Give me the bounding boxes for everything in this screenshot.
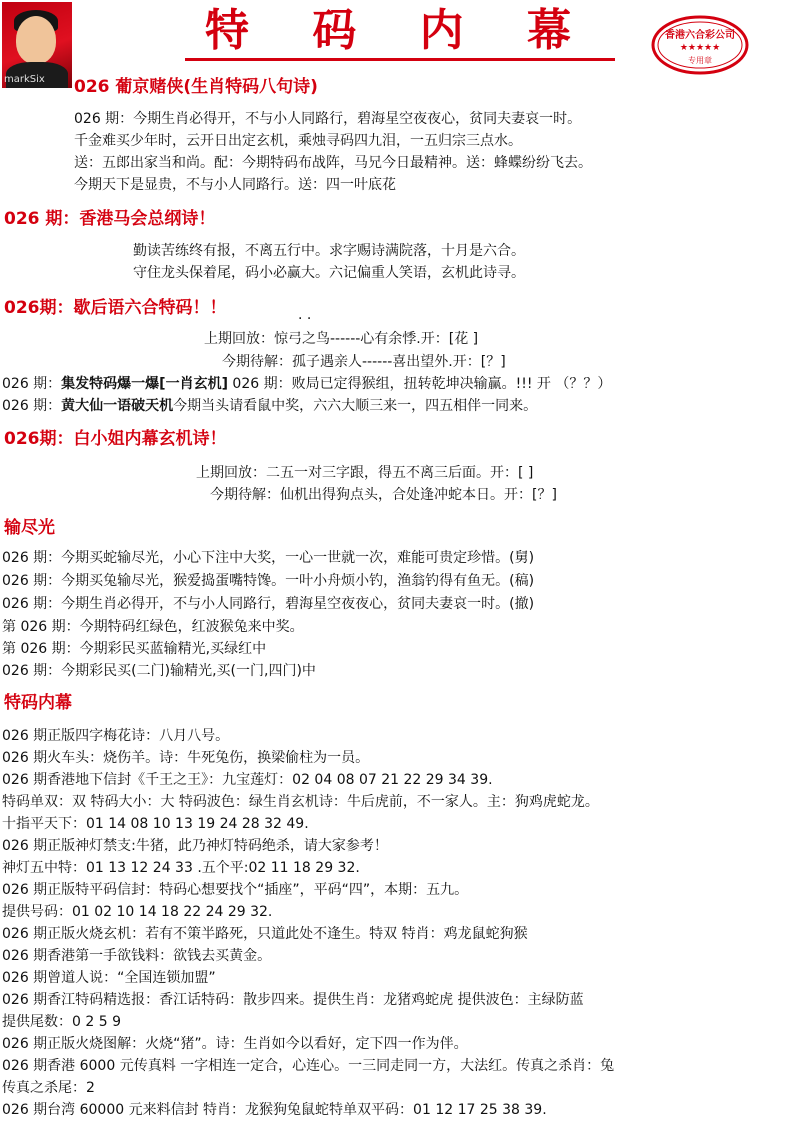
section6-heading: 特码内幕 bbox=[4, 693, 72, 713]
section5-line: 026 期：今期彩民买(二门)输精光,买(一门,四门)中 bbox=[2, 663, 316, 679]
section6-line: 神灯五中特：01 13 12 24 33 .五个平:02 11 18 29 32. bbox=[2, 860, 360, 876]
section2-line: 勤读苦练终有报，不离五行中。求字赐诗满院落，十月是六合。 bbox=[133, 243, 525, 259]
section5-line: 026 期：今期买蛇输尽光，小心下注中大奖，一心一世就一次，难能可贵定珍惜。(舅) bbox=[2, 550, 535, 566]
section1-line: 送：五郎出家当和尚。配：今期特码布战阵，马兄今日最精神。送：蜂蝶纷纷飞去。 bbox=[74, 155, 592, 171]
section3-now: 今期待解：孤子遇亲人------喜出望外.开：[？] bbox=[222, 354, 506, 370]
section6-line: 提供号码：01 02 10 14 18 22 24 29 32. bbox=[2, 904, 273, 920]
section6-line: 特码单双：双 特码大小：大 特码波色：绿生肖玄机诗：牛后虎前，不一家人。主：狗鸡虎蛇龙。 bbox=[2, 794, 599, 810]
section5-heading: 输尽光 bbox=[4, 518, 55, 538]
seal-text: 香港六合彩公司 bbox=[665, 30, 735, 41]
section3-heading: 026期：歇后语六合特码！！ bbox=[4, 298, 227, 318]
row-number: 026 期： bbox=[2, 376, 62, 392]
seal-stamp-icon bbox=[650, 14, 750, 76]
section6-line: 026 期正版四字梅花诗：八月八号。 bbox=[2, 728, 230, 744]
seal-subtext: 专用章 bbox=[688, 56, 712, 65]
section5-line: 第 026 期：今期特码红绿色，红波猴兔来中奖。 bbox=[2, 619, 304, 635]
seal-stars: ★★★★★ bbox=[679, 43, 721, 53]
section4-prev: 上期回放：二五一对三字跟，得五不离三后面。开：[ ] bbox=[196, 465, 534, 481]
section6-line: 026 期香港 6000 元传真料 一字相连一定合，心连心。一三同走同一方，大法红。传真之杀肖：兔 bbox=[2, 1058, 615, 1074]
section1-line: 今期天下是显贵，不与小人同路行。送：四一叶底花 bbox=[74, 177, 396, 193]
title-underline bbox=[185, 58, 615, 61]
section3-row1 bbox=[2, 375, 611, 393]
row-bold: 黄大仙一语破天机 bbox=[61, 398, 174, 414]
section2-heading: 026 期：香港马会总纲诗！ bbox=[4, 209, 216, 229]
row-rest: 026 期：败局已定得猴组，扭转乾坤决输赢。!!! 开 （？？） bbox=[227, 376, 612, 392]
section6-line: 传真之杀尾：2 bbox=[2, 1080, 95, 1096]
section5-line: 026 期：今期生肖必得开，不与小人同路行，碧海星空夜夜心，贫同夫妻哀一时。(撤) bbox=[2, 596, 535, 612]
section3-row2 bbox=[2, 397, 537, 415]
row-rest: 今期当头请看鼠中奖，六六大顺三来一，四五相伴一同来。 bbox=[173, 398, 538, 414]
section6-line: 026 期香港地下信封《千王之王》：九宝莲灯：02 04 08 07 21 22 29 34 39. bbox=[2, 772, 493, 788]
section6-line: 026 期香港第一手欲钱料：欲钱去买黄金。 bbox=[2, 948, 272, 964]
section6-line: 026 期曾道人说：“全国连锁加盟” bbox=[2, 970, 216, 986]
row-number: 026 期： bbox=[2, 398, 62, 414]
section3-prev: 上期回放：惊弓之鸟------心有余悸.开：[花 ] bbox=[204, 331, 479, 347]
page-title: 特 码 内 幕 bbox=[205, 5, 595, 56]
section6-line: 十指平天下：01 14 08 10 13 19 24 28 32 49. bbox=[2, 816, 309, 832]
section1-line: 千金难买少年时，云开日出定玄机，乘烛寻码四九泪，一五归宗三点水。 bbox=[74, 133, 522, 149]
section2-line: 守住龙头保着尾，码小必赢大。六记偏重人笑语，玄机此诗寻。 bbox=[133, 265, 525, 281]
section6-line: 026 期火车头：烧伤羊。诗：牛死兔伤，换梁偷柱为一员。 bbox=[2, 750, 370, 766]
section1-line: 026 期：今期生肖必得开，不与小人同路行，碧海星空夜夜心，贫同夫妻哀一时。 bbox=[74, 111, 582, 127]
section4-now: 今期待解：仙机出得狗点头，合处逢冲蛇本日。开：[？] bbox=[210, 487, 557, 503]
section6-line: 026 期台湾 60000 元来料信封 特肖：龙猴狗兔鼠蛇特单双平码：01 12 17 25 38 39. bbox=[2, 1102, 547, 1118]
section6-line: 026 期正版火烧图解：火烧“猪”。诗：生肖如今以看好，定下四一作为伴。 bbox=[2, 1036, 468, 1052]
section5-line: 026 期：今期买兔输尽光，猴爱捣蛋嘴特馋。一叶小舟烦小钓，渔翁钓得有鱼无。(稿) bbox=[2, 573, 535, 589]
section6-line: 026 期正版特平码信封：特码心想要找个“插座”，平码“四”，本期：五九。 bbox=[2, 882, 469, 898]
author-avatar bbox=[2, 2, 72, 88]
section5-line: 第 026 期：今期彩民买蓝输精光,买绿红中 bbox=[2, 641, 267, 657]
row-bold: 集发特码爆一爆[一肖玄机] bbox=[61, 376, 228, 392]
section6-line: 026 期香江特码精选报：香江话特码：散步四来。提供生肖：龙猪鸡蛇虎 提供波色：主绿防蓝 bbox=[2, 992, 584, 1008]
section4-heading: 026期：白小姐内幕玄机诗！ bbox=[4, 429, 227, 449]
section6-line: 提供尾数：0 2 5 9 bbox=[2, 1014, 121, 1030]
section6-line: 026 期正版神灯禁支:牛猪，此乃神灯特码绝杀，请大家参考！ bbox=[2, 838, 388, 854]
section1-heading: 026 葡京赌侠(生肖特码八句诗) bbox=[74, 77, 318, 97]
avatar-watermark: markSix bbox=[4, 74, 45, 85]
avatar-face bbox=[16, 16, 56, 64]
section3-dots: . . bbox=[298, 307, 312, 323]
section6-line: 026 期正版火烧玄机：若有不策半路死，只道此处不逢生。特双 特肖：鸡龙鼠蛇狗猴 bbox=[2, 926, 528, 942]
